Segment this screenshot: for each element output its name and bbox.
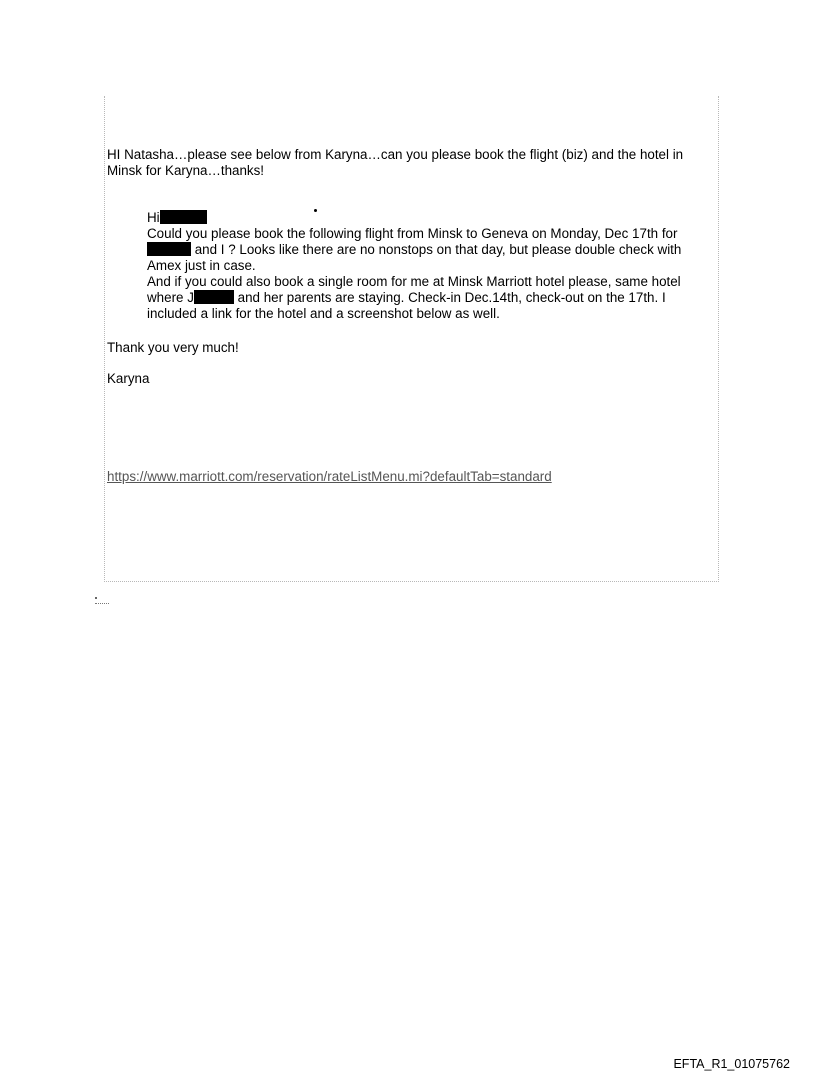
quoted-greeting: Hi	[147, 210, 160, 225]
quoted-paragraph-hotel	[147, 274, 707, 322]
signature: Karyna	[107, 371, 150, 386]
quoted-paragraph-flight	[147, 226, 707, 274]
marriott-hotel-link[interactable]: https://www.marriott.com/reservation/rateListMenu.mi?defaultTab=standard	[107, 469, 552, 484]
page-mark	[95, 597, 109, 604]
flight-text-after: and I ? Looks like there are no nonstops on that day, but please double check with Amex just in case.	[147, 242, 682, 273]
quoted-message	[147, 210, 707, 322]
email-intro: HI Natasha…please see below from Karyna…can you please book the flight (biz) and the hotel in Minsk for Karyna…thanks!	[107, 147, 684, 178]
redaction-box	[194, 290, 234, 304]
thank-you-line: Thank you very much!	[107, 340, 239, 355]
redaction-box	[160, 210, 207, 224]
hotel-text-after: and her parents are staying. Check-in Dec.14th, check-out on the 17th. I included a link for the hotel and a screenshot below as well.	[147, 290, 666, 321]
quoted-greeting-line	[147, 210, 707, 226]
flight-text-before: Could you please book the following flight from Minsk to Geneva on Monday, Dec 17th for	[147, 226, 678, 241]
redaction-box	[147, 242, 191, 256]
document-id: EFTA_R1_01075762	[673, 1057, 790, 1071]
hotel-partial-name: J	[187, 290, 194, 305]
hotel-text-before: And if you could also book a single room for me at Minsk Marriott hotel please, same hotel where	[147, 274, 681, 305]
